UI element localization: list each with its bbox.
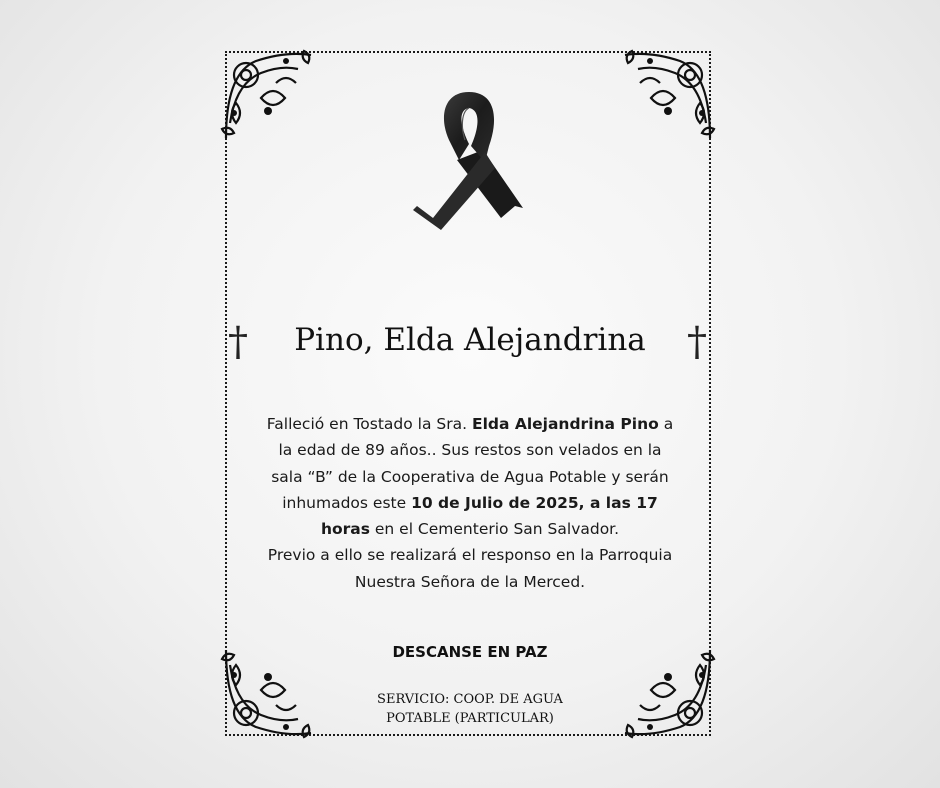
- mourning-ribbon-icon: [413, 88, 525, 234]
- body-text-name: Elda Alejandrina Pino: [471, 415, 659, 433]
- body-text-middle: a la edad de 89 años.. Sus restos son velados en la sala “B” de la Cooperativa de Agua Potable y serán inhumados este: [271, 415, 674, 512]
- body-text-intro: Falleció en Tostado la Sra.: [266, 415, 472, 433]
- obituary-paragraph-1: [262, 411, 678, 542]
- obituary-body: [262, 411, 678, 595]
- cross-icon: †: [687, 319, 707, 365]
- obituary-paragraph-2: Previo a ello se realizará el responso en la Parroquia Nuestra Señora de la Merced.: [267, 546, 673, 591]
- ornamental-corner-top-right-icon: [610, 43, 720, 153]
- body-text-end: en el Cementerio San Salvador.: [369, 520, 620, 539]
- closing-text: DESCANSE EN PAZ: [392, 643, 548, 661]
- service-line-2: POTABLE (PARTICULAR): [386, 711, 554, 726]
- ornamental-corner-top-left-icon: [216, 43, 326, 153]
- deceased-name-title: Pino, Elda Alejandrina: [294, 322, 646, 358]
- service-line-1: SERVICIO: COOP. DE AGUA: [377, 692, 563, 707]
- body-text-date: 10 de Julio de 2025, a las 17 horas: [320, 493, 658, 539]
- service-credit: [330, 690, 610, 728]
- cross-icon: †: [228, 319, 248, 365]
